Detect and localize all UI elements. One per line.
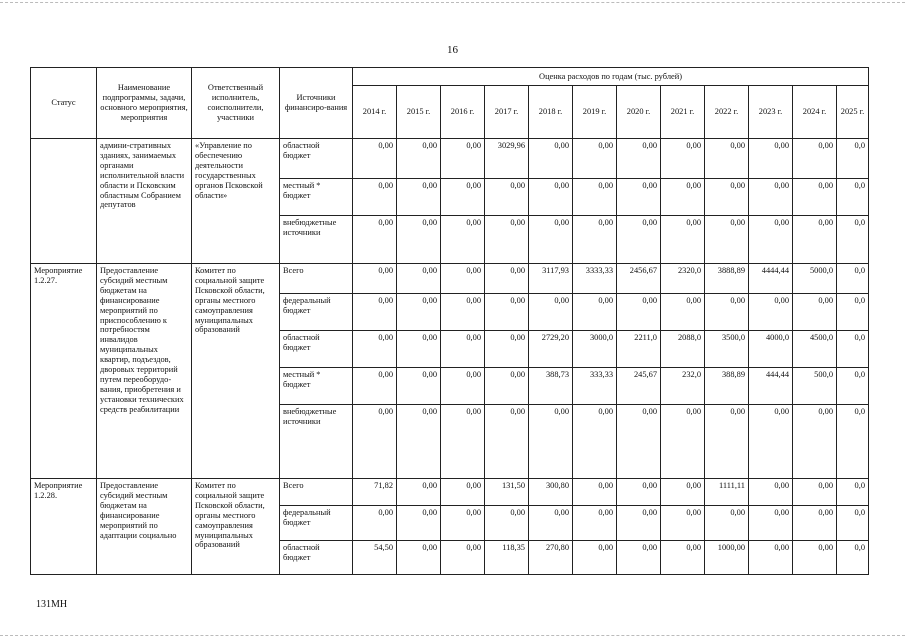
year-header: 2021 г. [661,86,705,139]
table-row [31,479,869,506]
amount-cell: 444,44 [749,368,793,405]
table-row [31,139,869,179]
amount-cell: 0,00 [441,264,485,294]
amount-cell: 232,0 [661,368,705,405]
amount-cell: 0,00 [749,179,793,216]
amount-cell: 0,00 [749,216,793,264]
amount-cell: 0,00 [705,405,749,479]
amount-cell: 0,00 [397,139,441,179]
amount-cell: 0,00 [617,216,661,264]
amount-cell: 2729,20 [529,331,573,368]
executor-cell: «Управление по обеспечению деятельности государственных органов Псковской области» [192,139,280,264]
amount-cell: 0,00 [705,216,749,264]
amount-cell: 0,00 [793,541,837,575]
amount-cell: 0,00 [529,179,573,216]
amount-cell: 0,00 [485,331,529,368]
amount-cell: 54,50 [353,541,397,575]
amount-cell: 0,00 [573,216,617,264]
amount-cell: 0,00 [573,506,617,541]
amount-cell: 0,0 [837,506,869,541]
year-header: 2014 г. [353,86,397,139]
header-status: Статус [31,68,97,139]
amount-cell: 0,0 [837,368,869,405]
header-name: Наименование подпрограммы, задачи, основного мероприятия, мероприятия [97,68,192,139]
page-number: 16 [447,44,458,56]
amount-cell: 0,00 [397,506,441,541]
amount-cell: 2088,0 [661,331,705,368]
amount-cell: 245,67 [617,368,661,405]
amount-cell: 0,00 [397,264,441,294]
amount-cell: 0,00 [661,405,705,479]
amount-cell: 0,00 [617,479,661,506]
amount-cell: 0,00 [705,139,749,179]
funding-source-cell: областной бюджет [280,331,353,368]
header-sources: Источники финансиро-вания [280,68,353,139]
amount-cell: 0,00 [661,179,705,216]
amount-cell: 3500,0 [705,331,749,368]
amount-cell: 0,0 [837,331,869,368]
amount-cell: 0,00 [397,216,441,264]
amount-cell: 0,00 [793,479,837,506]
year-header: 2016 г. [441,86,485,139]
table-row [31,264,869,294]
amount-cell: 131,50 [485,479,529,506]
amount-cell: 0,00 [617,405,661,479]
amount-cell: 0,0 [837,479,869,506]
amount-cell: 0,0 [837,139,869,179]
amount-cell: 0,00 [749,479,793,506]
amount-cell: 0,00 [397,294,441,331]
year-header: 2017 г. [485,86,529,139]
amount-cell: 270,80 [529,541,573,575]
amount-cell: 1111,11 [705,479,749,506]
amount-cell: 0,00 [485,506,529,541]
amount-cell: 0,00 [705,294,749,331]
amount-cell: 0,00 [441,506,485,541]
amount-cell: 0,00 [749,506,793,541]
amount-cell: 0,00 [749,139,793,179]
amount-cell: 0,00 [397,541,441,575]
amount-cell: 0,00 [485,216,529,264]
funding-source-cell: внебюджетные источники [280,405,353,479]
amount-cell: 0,00 [793,179,837,216]
amount-cell: 4500,0 [793,331,837,368]
amount-cell: 3333,33 [573,264,617,294]
amount-cell: 0,00 [353,368,397,405]
amount-cell: 0,00 [573,479,617,506]
amount-cell: 0,00 [353,139,397,179]
amount-cell: 0,00 [573,139,617,179]
amount-cell: 0,00 [485,405,529,479]
amount-cell: 0,00 [661,541,705,575]
funding-source-cell: местный * бюджет [280,368,353,405]
status-cell: Мероприятие 1.2.27. [31,264,97,479]
amount-cell: 3000,0 [573,331,617,368]
header-estimate: Оценка расходов по годам (тыс. рублей) [353,68,869,86]
funding-source-cell: местный * бюджет [280,179,353,216]
amount-cell: 0,00 [617,506,661,541]
scan-edge-top [0,2,905,3]
measure-name-cell: Предоставление субсидий местным бюджетам на финансирование мероприятий по адаптации социально [97,479,192,575]
amount-cell: 0,00 [573,405,617,479]
amount-cell: 333,33 [573,368,617,405]
amount-cell: 0,00 [485,264,529,294]
funding-source-cell: федеральный бюджет [280,294,353,331]
year-header: 2022 г. [705,86,749,139]
year-header: 2018 г. [529,86,573,139]
funding-source-cell: областной бюджет [280,541,353,575]
amount-cell: 0,00 [749,541,793,575]
year-header: 2025 г. [837,86,869,139]
amount-cell: 388,73 [529,368,573,405]
amount-cell: 0,00 [441,331,485,368]
amount-cell: 0,00 [529,294,573,331]
funding-source-cell: Всего [280,264,353,294]
scan-edge-bottom [0,635,905,636]
funding-source-cell: Всего [280,479,353,506]
year-header: 2023 г. [749,86,793,139]
table-body [31,139,869,575]
header-executor: Ответственный исполнитель, соисполнители, участники [192,68,280,139]
amount-cell: 388,89 [705,368,749,405]
amount-cell: 0,00 [617,179,661,216]
year-header: 2020 г. [617,86,661,139]
footer-code: 131МН [36,599,68,610]
amount-cell: 0,00 [793,294,837,331]
amount-cell: 0,00 [397,179,441,216]
year-header: 2015 г. [397,86,441,139]
amount-cell: 4000,0 [749,331,793,368]
amount-cell: 0,00 [441,216,485,264]
amount-cell: 0,00 [793,506,837,541]
amount-cell: 300,80 [529,479,573,506]
amount-cell: 0,00 [793,405,837,479]
measure-name-cell: Предоставление субсидий местным бюджетам на финансирование мероприятий по приспособлению к потребностям инвалидов муниципальных квартир, подъездов, дворовых территорий путем переоборудо-вания, приобретения и установки технических средств реабилитации [97,264,192,479]
amount-cell: 0,00 [661,506,705,541]
amount-cell: 0,0 [837,541,869,575]
amount-cell: 0,00 [661,216,705,264]
amount-cell: 0,0 [837,264,869,294]
funding-source-cell: внебюджетные источники [280,216,353,264]
amount-cell: 0,00 [441,179,485,216]
amount-cell: 0,00 [353,506,397,541]
amount-cell: 0,00 [573,294,617,331]
amount-cell: 1000,00 [705,541,749,575]
amount-cell: 0,00 [397,479,441,506]
amount-cell: 0,00 [397,405,441,479]
year-header: 2019 г. [573,86,617,139]
amount-cell: 0,00 [749,405,793,479]
amount-cell: 0,00 [529,139,573,179]
amount-cell: 5000,0 [793,264,837,294]
amount-cell: 0,00 [617,139,661,179]
amount-cell: 3888,89 [705,264,749,294]
executor-cell: Комитет по социальной защите Псковской области, органы местного самоуправления муниципальных образований [192,479,280,575]
amount-cell: 0,00 [529,405,573,479]
amount-cell: 0,00 [529,216,573,264]
amount-cell: 4444,44 [749,264,793,294]
amount-cell: 0,00 [485,294,529,331]
amount-cell: 0,00 [529,506,573,541]
amount-cell: 0,00 [617,294,661,331]
amount-cell: 0,0 [837,216,869,264]
amount-cell: 0,00 [661,294,705,331]
amount-cell: 500,0 [793,368,837,405]
expenditure-table [30,67,869,575]
amount-cell: 0,00 [441,368,485,405]
amount-cell: 118,35 [485,541,529,575]
amount-cell: 0,00 [441,405,485,479]
amount-cell: 0,00 [705,506,749,541]
measure-name-cell: админи-стративных зданиях, занимаемых органами исполнительной власти области и Псковским областным Собранием депутатов [97,139,192,264]
amount-cell: 0,00 [705,179,749,216]
amount-cell: 0,00 [353,216,397,264]
amount-cell: 0,00 [353,331,397,368]
amount-cell: 0,00 [353,264,397,294]
amount-cell: 0,00 [793,139,837,179]
amount-cell: 0,00 [749,294,793,331]
amount-cell: 0,00 [397,331,441,368]
amount-cell: 71,82 [353,479,397,506]
amount-cell: 2211,0 [617,331,661,368]
amount-cell: 0,00 [353,294,397,331]
amount-cell: 0,00 [485,179,529,216]
amount-cell: 0,00 [573,179,617,216]
status-cell [31,139,97,264]
amount-cell: 0,00 [441,541,485,575]
year-header: 2024 г. [793,86,837,139]
amount-cell: 3029,96 [485,139,529,179]
amount-cell: 0,00 [441,479,485,506]
amount-cell: 0,00 [661,139,705,179]
amount-cell: 0,0 [837,294,869,331]
amount-cell: 3117,93 [529,264,573,294]
amount-cell: 0,0 [837,179,869,216]
amount-cell: 0,00 [617,541,661,575]
amount-cell: 2320,0 [661,264,705,294]
amount-cell: 0,0 [837,405,869,479]
amount-cell: 0,00 [353,405,397,479]
status-cell: Мероприятие 1.2.28. [31,479,97,575]
amount-cell: 0,00 [441,139,485,179]
amount-cell: 0,00 [397,368,441,405]
amount-cell: 0,00 [353,179,397,216]
funding-source-cell: областной бюджет [280,139,353,179]
amount-cell: 2456,67 [617,264,661,294]
amount-cell: 0,00 [793,216,837,264]
amount-cell: 0,00 [485,368,529,405]
amount-cell: 0,00 [661,479,705,506]
executor-cell: Комитет по социальной защите Псковской области, органы местного самоуправления муниципальных образований [192,264,280,479]
amount-cell: 0,00 [573,541,617,575]
funding-source-cell: федеральный бюджет [280,506,353,541]
amount-cell: 0,00 [441,294,485,331]
